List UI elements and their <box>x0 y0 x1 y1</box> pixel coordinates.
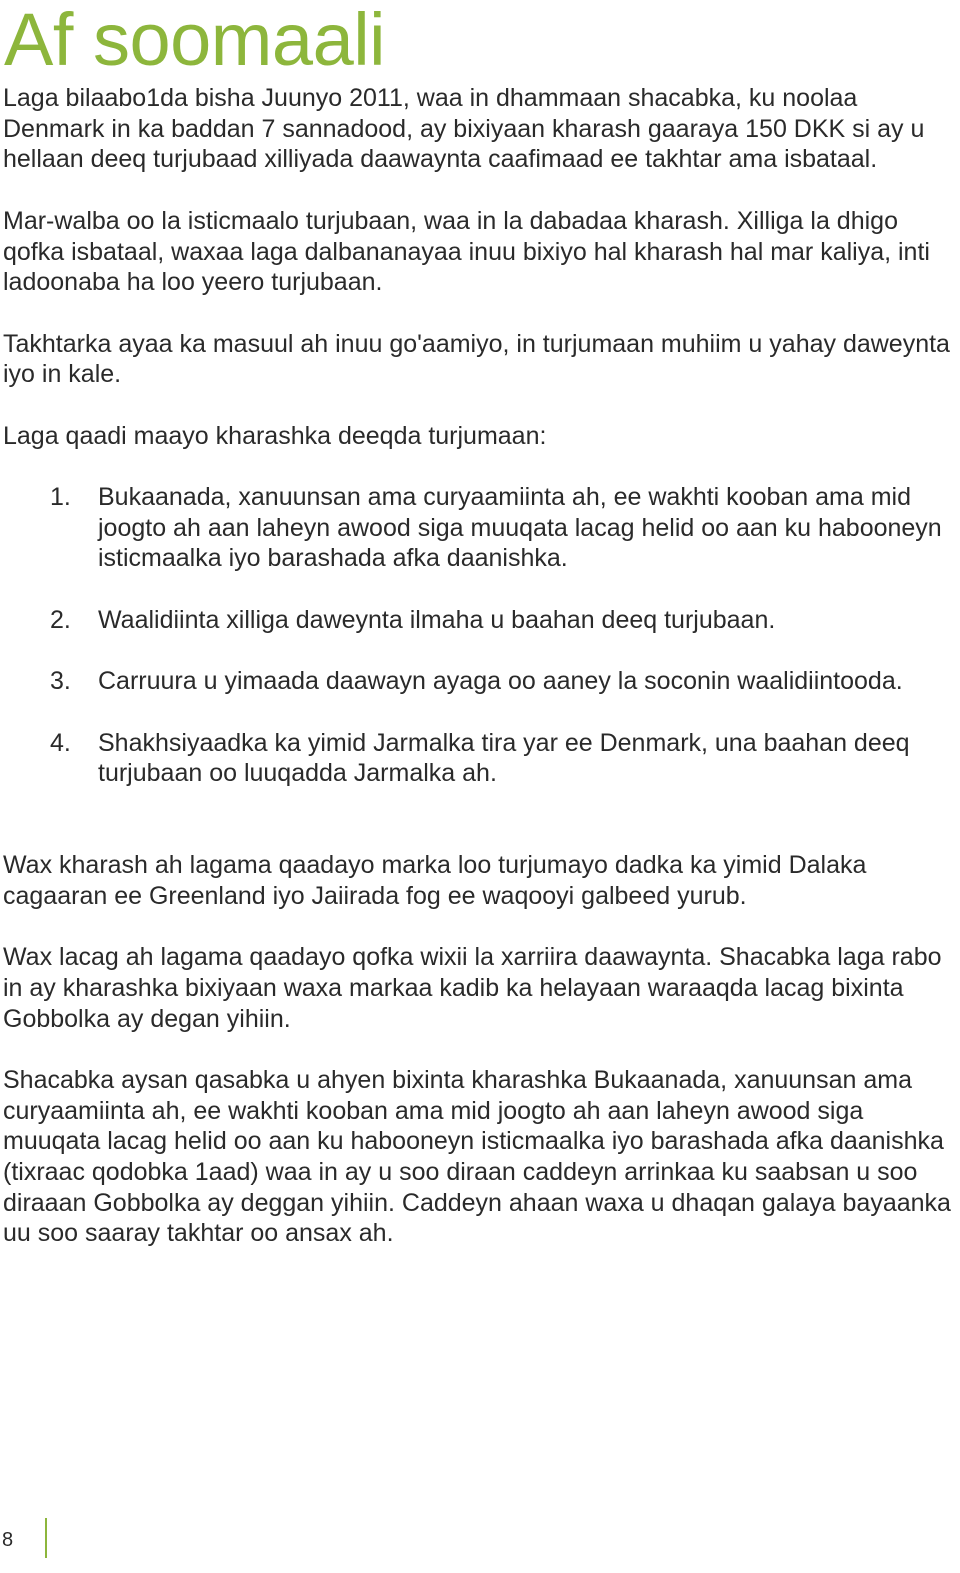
list-item <box>3 666 955 697</box>
paragraph-fee-per-use: Mar-walba oo la isticmaalo turjubaan, waa in la dabadaa kharash. Xilliga la dhigo qofka isbataal, waxaa laga dalbananayaa inuu bixiyo hal kharash hal mar kaliya, inti ladoonaba ha loo yeero turjubaan. <box>3 206 930 297</box>
paragraph-intro: Laga bilaabo1da bisha Juunyo 2011, waa in dhammaan shacabka, ku noolaa Denmark in ka baddan 7 sannadood, ay bixiyaan kharash gaaraya 150 DKK si ay u hellaan deeq turjubaad xilliyada daawaynta caafimaad ee takhtar ama isbataal. <box>3 84 925 174</box>
list-item-number: 4. <box>50 728 71 757</box>
list-item-number: 3. <box>50 667 71 696</box>
list-item <box>3 728 955 789</box>
list-item-text: Bukaanada, xanuunsan ama curyaamiinta ah, ee wakhti kooban ama mid joogto ah aan laheyn awood siga muuqata lacag helid oo aan ku habooneyn isticmaalka iyo barashada afka daanishka. <box>98 483 942 573</box>
list-item-number: 2. <box>50 605 71 634</box>
paragraph-doctor-responsibility: Takhtarka ayaa ka masuul ah inuu go'aamiyo, in turjumaan muhiim u yahay daweynta iyo in kale. <box>3 329 950 389</box>
list-item-text: Carruura u yimaada daawayn ayaga oo aaney la soconin waalidiintooda. <box>98 667 903 696</box>
list-item-text: Waalidiinta xilliga daweynta ilmaha u baahan deeq turjubaan. <box>98 605 776 634</box>
document-body <box>3 83 955 1249</box>
list-item <box>3 605 955 636</box>
footer-divider <box>45 1518 47 1558</box>
paragraph-exemptions-heading: Laga qaadi maayo kharashka deeqda turjumaan: <box>3 421 547 450</box>
list-item-number: 1. <box>50 483 71 512</box>
paragraph-documentation: Shacabka aysan qasabka u ahyen bixinta kharashka Bukaanada, xanuunsan ama curyaamiinta ah, ee wakhti kooban ama mid joogto ah aan laheyn awood siga muuqata lacag helid oo aan ku habooneyn isticmaalka iyo barashada afka daanishka (tixraac qodobka 1aad) waa in ay u soo diraan caddeyn arrinkaa ku saabsan u soo diraaan Gobbolka ay deggan yihiin. Caddeyn ahaan waxa u dhaqan galaya bayaanka uu soo saaray takhtar oo ansax ah. <box>3 1065 951 1248</box>
paragraph-greenland-exemption: Wax kharash ah lagama qaadayo marka loo turjumayo dadka ka yimid Dalaka cagaaran ee Greenland iyo Jaiirada fog ee waqooyi galbeed yurub. <box>3 851 867 910</box>
page-number: 8 <box>2 1529 14 1551</box>
list-item-text: Shakhsiyaadka ka yimid Jarmalka tira yar ee Denmark, una baahan deeq turjubaan oo luuqadda Jarmalka ah. <box>98 728 910 788</box>
paragraph-treatment-related: Wax lacag ah lagama qaadayo qofka wixii la xarriira daawaynta. Shacabka laga rabo in ay kharashka bixiyaan waxa markaa kadib ka helayaan waraaqda lacag bixinta Gobbolka ay degan yihiin. <box>3 943 942 1033</box>
page-title: Af soomaali <box>4 0 386 81</box>
exemptions-list <box>3 482 955 789</box>
list-item <box>3 482 955 574</box>
